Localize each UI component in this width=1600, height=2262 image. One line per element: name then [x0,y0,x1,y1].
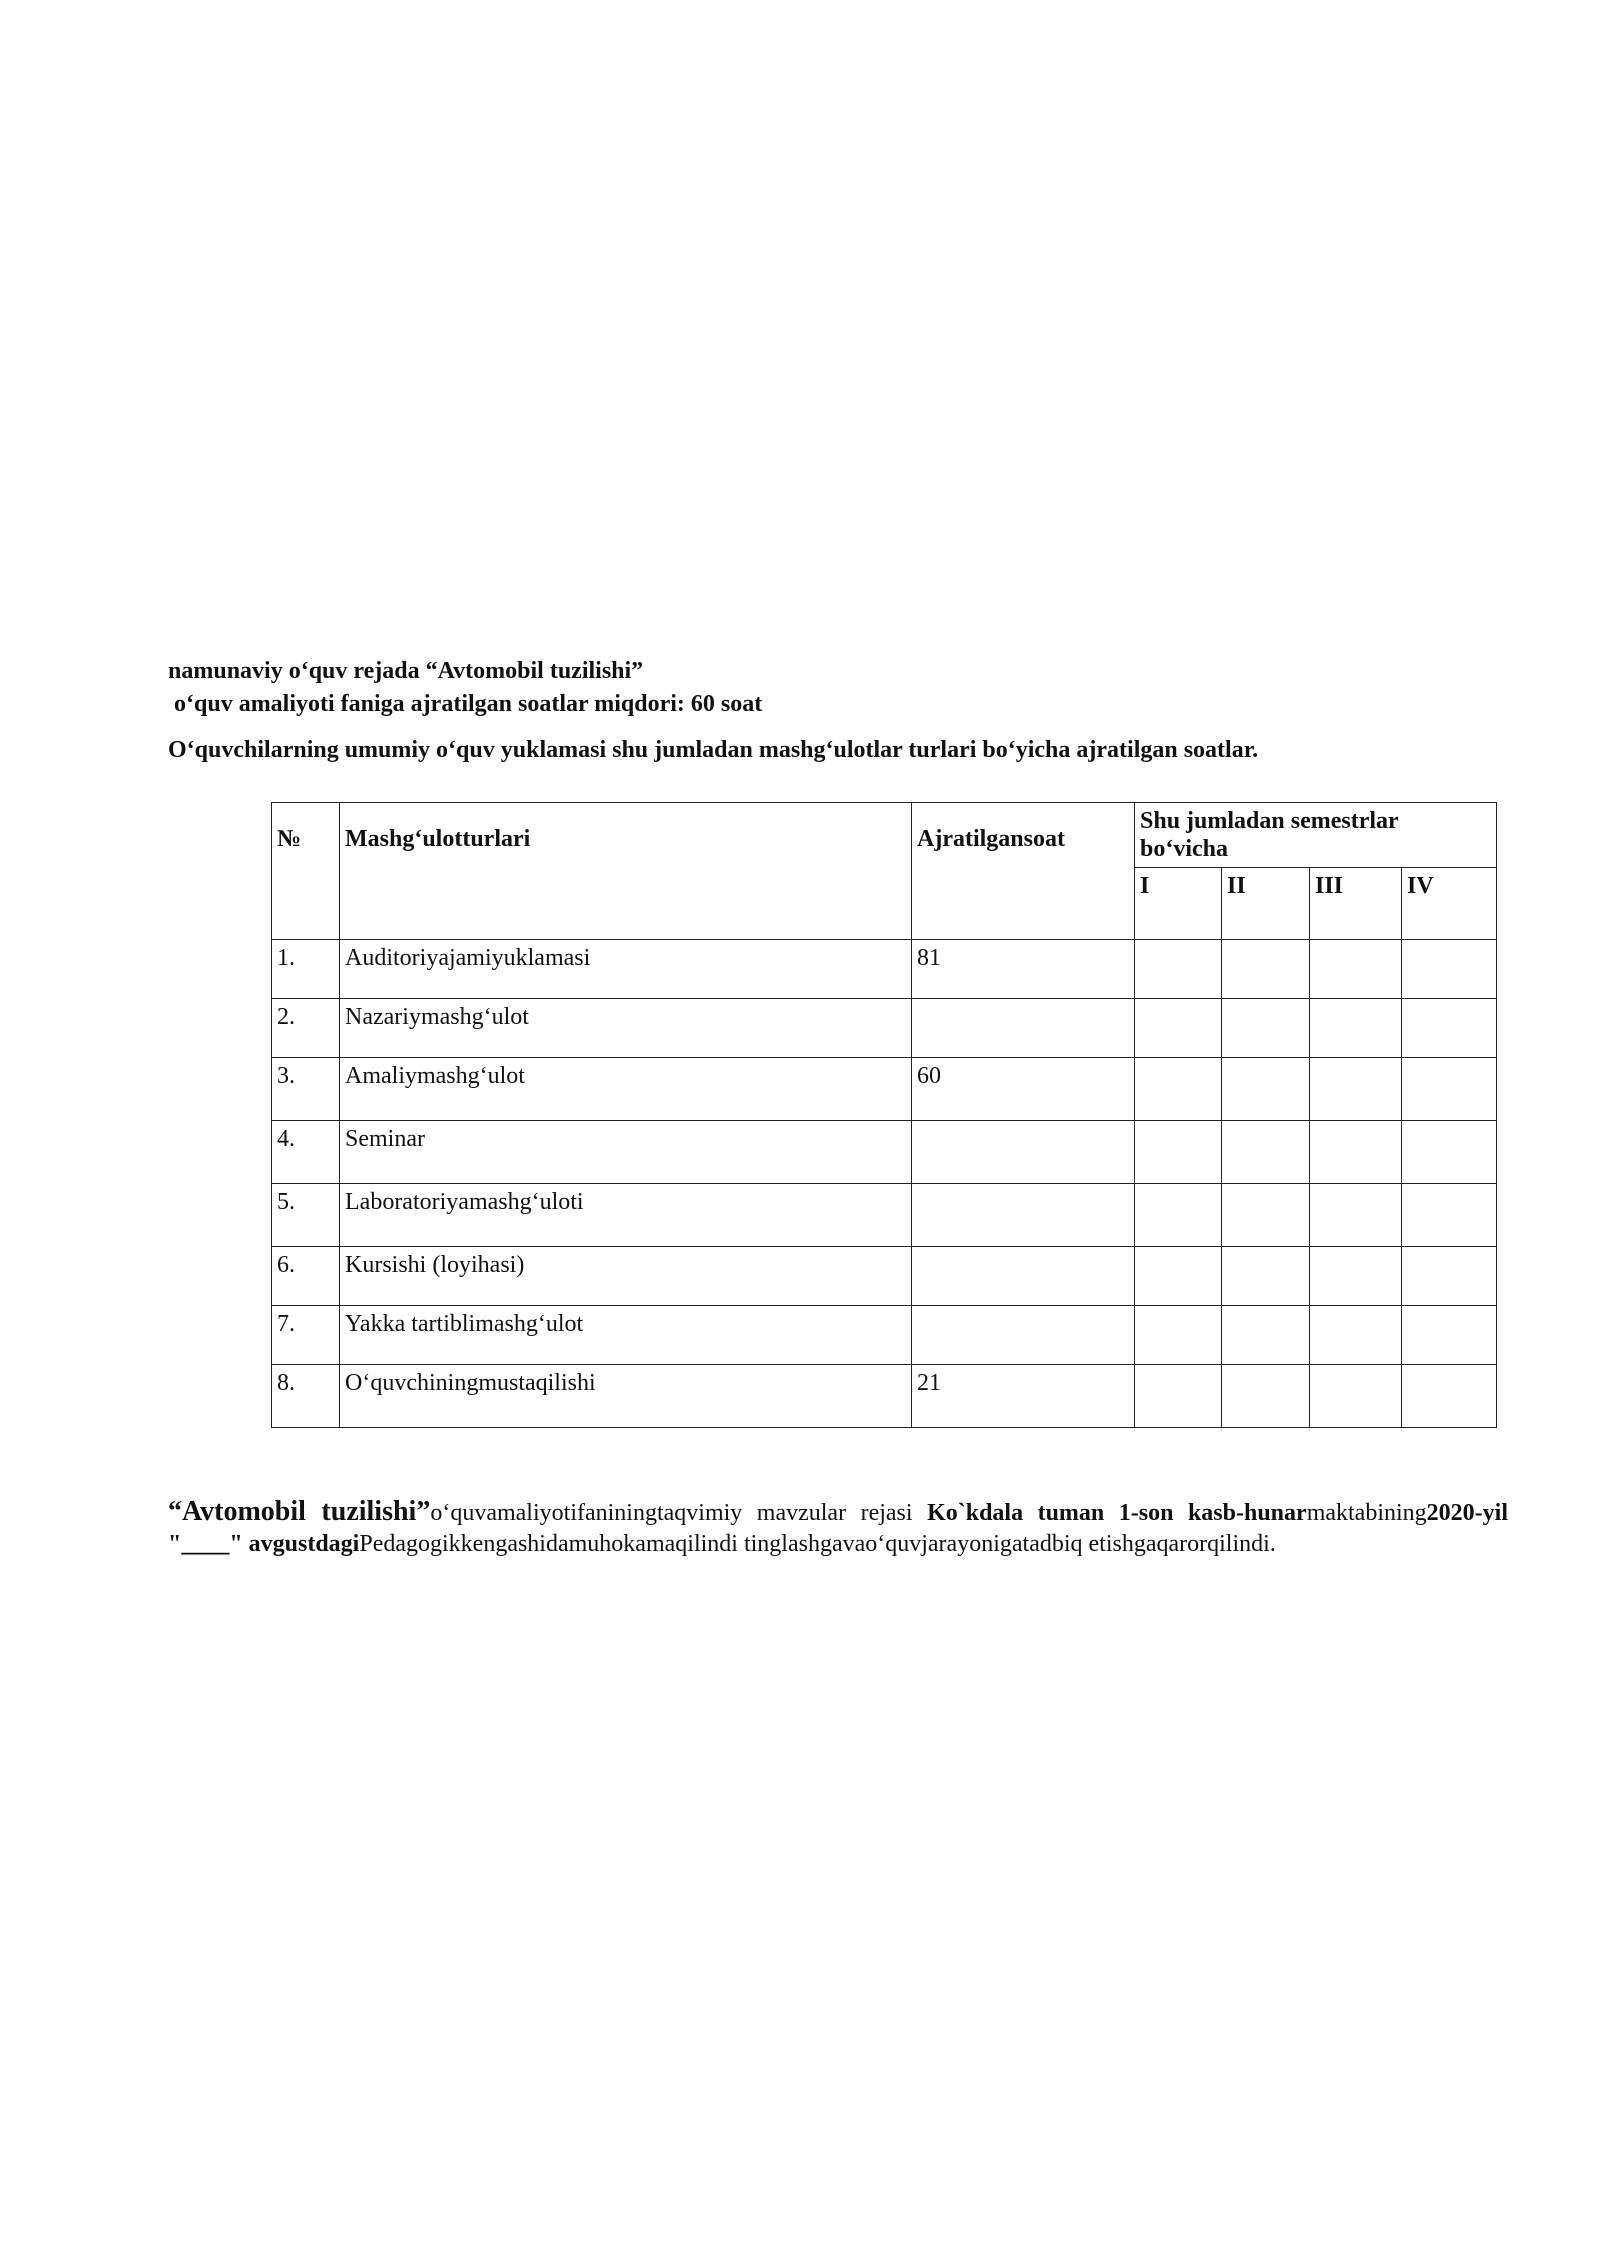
row-name: Auditoriyajamiyuklamasi [340,940,912,999]
row-name: Yakka tartiblimashg‘ulot [340,1306,912,1365]
row-hours [912,1184,1135,1247]
row-number: 2. [272,999,340,1058]
row-sem-2 [1222,1247,1310,1306]
row-name: Nazariymashg‘ulot [340,999,912,1058]
header-number: № [272,803,340,940]
row-sem-1 [1135,940,1222,999]
hours-table [271,802,1497,1428]
row-sem-4 [1402,1365,1497,1428]
row-number: 4. [272,1121,340,1184]
table-row [272,940,1497,999]
row-sem-1 [1135,1121,1222,1184]
row-number: 1. [272,940,340,999]
approval-paragraph [168,1496,1508,1560]
row-sem-2 [1222,1184,1310,1247]
row-name: Laboratoriyamashg‘uloti [340,1184,912,1247]
row-sem-1 [1135,1365,1222,1428]
row-hours: 81 [912,940,1135,999]
header-semester-1: I [1135,868,1222,940]
row-sem-2 [1222,1365,1310,1428]
subject-title: “Avtomobil tuzilishi” [168,1496,431,1527]
row-sem-1 [1135,1306,1222,1365]
row-sem-3 [1310,1184,1402,1247]
row-sem-3 [1310,940,1402,999]
approval-text-1: o‘quvamaliyotifaniningtaqvimiy mavzular rejasi [430,1500,928,1526]
header-semester-3: III [1310,868,1402,940]
row-hours [912,1247,1135,1306]
row-sem-3 [1310,999,1402,1058]
row-sem-4 [1402,999,1497,1058]
row-number: 7. [272,1306,340,1365]
row-sem-3 [1310,1306,1402,1365]
header-semester-2: II [1222,868,1310,940]
row-sem-1 [1135,1058,1222,1121]
row-hours [912,1306,1135,1365]
row-hours: 60 [912,1058,1135,1121]
approval-text-2: maktabining [1306,1500,1427,1526]
row-name: O‘quvchiningmustaqilishi [340,1365,912,1428]
row-sem-3 [1310,1365,1402,1428]
row-sem-2 [1222,1306,1310,1365]
row-sem-3 [1310,1247,1402,1306]
row-sem-1 [1135,1184,1222,1247]
row-sem-4 [1402,940,1497,999]
approval-text-3: Pedagogikkengashidamuhokamaqilindi tinglashgavao‘quvjarayonigatadbiq etishgaqarorqilindi. [359,1531,1276,1557]
table-row [272,1247,1497,1306]
row-number: 5. [272,1184,340,1247]
row-sem-4 [1402,1306,1497,1365]
header-semesters: Shu jumladan semestrlar bo‘vicha [1135,803,1497,868]
row-hours [912,1121,1135,1184]
header-hours: Ajratilgansoat [912,803,1135,940]
row-sem-4 [1402,1184,1497,1247]
row-sem-2 [1222,1121,1310,1184]
section-heading: O‘quvchilarning umumiy o‘quv yuklamasi shu jumladan mashg‘ulotlar turlari bo‘yicha ajratilgan soatlar. [168,737,1259,763]
row-sem-4 [1402,1121,1497,1184]
row-sem-4 [1402,1247,1497,1306]
row-sem-4 [1402,1058,1497,1121]
row-hours [912,999,1135,1058]
row-sem-2 [1222,940,1310,999]
school-name: Ko`kdala tuman 1-son kasb-hunar [927,1500,1307,1526]
row-number: 3. [272,1058,340,1121]
row-sem-3 [1310,1058,1402,1121]
table-row [272,1121,1497,1184]
row-name: Kursishi (loyihasi) [340,1247,912,1306]
table-row [272,1058,1497,1121]
row-hours: 21 [912,1365,1135,1428]
approval-date: 2020-yil "____" avgustdagi [168,1500,1508,1557]
table-row [272,999,1497,1058]
intro-line-1: namunaviy o‘quv rejada “Avtomobil tuzilishi” [168,658,644,684]
header-semester-4: IV [1402,868,1497,940]
row-number: 6. [272,1247,340,1306]
row-sem-1 [1135,1247,1222,1306]
row-name: Seminar [340,1121,912,1184]
row-number: 8. [272,1365,340,1428]
intro-line-2: o‘quv amaliyoti faniga ajratilgan soatlar miqdori: 60 soat [174,691,763,717]
header-type: Mashg‘ulotturlari [340,803,912,940]
row-name: Amaliymashg‘ulot [340,1058,912,1121]
table-row [272,1184,1497,1247]
row-sem-2 [1222,1058,1310,1121]
intro-block [168,655,1508,721]
row-sem-2 [1222,999,1310,1058]
table-row [272,1365,1497,1428]
row-sem-3 [1310,1121,1402,1184]
table-row [272,1306,1497,1365]
row-sem-1 [1135,999,1222,1058]
